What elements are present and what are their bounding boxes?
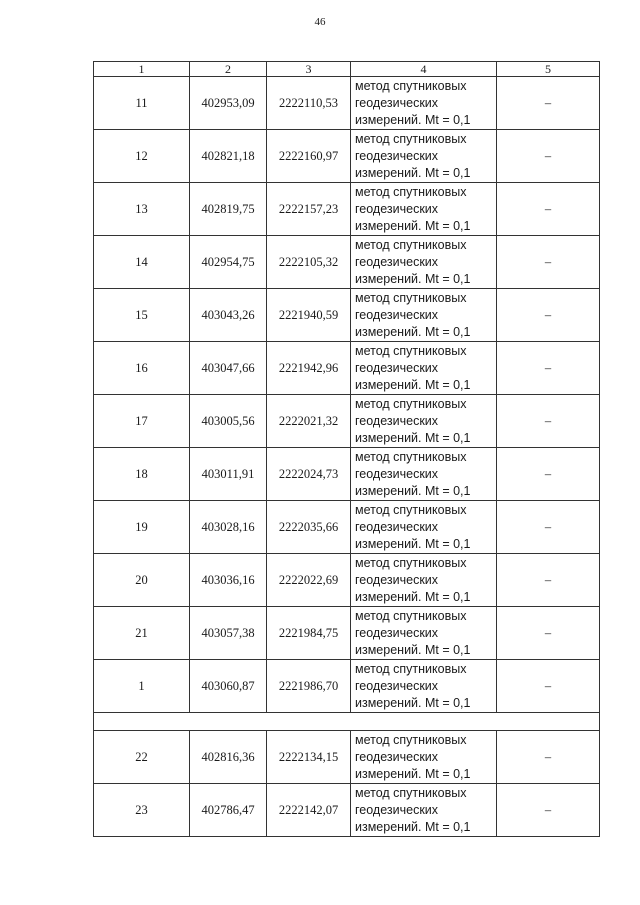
point-number: 19: [94, 501, 190, 554]
method-line: метод спутниковых: [355, 184, 467, 199]
section-separator-row: [94, 713, 600, 731]
coord-x: 403043,26: [190, 289, 267, 342]
note-cell: –: [497, 784, 600, 837]
method-line: геодезических: [355, 519, 439, 534]
method-line: метод спутниковых: [355, 785, 467, 800]
method-line: метод спутниковых: [355, 661, 467, 676]
note-cell: –: [497, 501, 600, 554]
table-row: [94, 660, 600, 713]
method-line: геодезических: [355, 95, 439, 110]
coord-y: 2222024,73: [267, 448, 351, 501]
table-row: [94, 448, 600, 501]
method-line: геодезических: [355, 307, 439, 322]
point-number: 15: [94, 289, 190, 342]
point-number: 17: [94, 395, 190, 448]
point-number: 11: [94, 77, 190, 130]
point-number: 20: [94, 554, 190, 607]
coord-x: 402819,75: [190, 183, 267, 236]
method-line: измерений. Mt = 0,1: [355, 483, 471, 498]
method-line: геодезических: [355, 254, 439, 269]
table-row: [94, 236, 600, 289]
coord-x: 403060,87: [190, 660, 267, 713]
note-cell: –: [497, 554, 600, 607]
table-row: [94, 395, 600, 448]
coord-x: 402954,75: [190, 236, 267, 289]
method-cell: [351, 731, 497, 784]
method-line: метод спутниковых: [355, 502, 467, 517]
column-header: 2: [190, 62, 267, 77]
coord-x: 403057,38: [190, 607, 267, 660]
point-number: 13: [94, 183, 190, 236]
coord-x: 402786,47: [190, 784, 267, 837]
table-row: [94, 289, 600, 342]
method-line: измерений. Mt = 0,1: [355, 165, 471, 180]
method-line: геодезических: [355, 749, 439, 764]
method-cell: [351, 342, 497, 395]
table-row: [94, 501, 600, 554]
table-row: [94, 784, 600, 837]
coord-x: 403005,56: [190, 395, 267, 448]
coord-y: 2222134,15: [267, 731, 351, 784]
method-line: геодезических: [355, 572, 439, 587]
point-number: 22: [94, 731, 190, 784]
page-number: 46: [314, 16, 326, 28]
coord-y: 2221942,96: [267, 342, 351, 395]
coord-x: 403011,91: [190, 448, 267, 501]
note-cell: –: [497, 448, 600, 501]
table-row: [94, 183, 600, 236]
note-cell: –: [497, 130, 600, 183]
coord-y: 2222157,23: [267, 183, 351, 236]
coord-y: 2222142,07: [267, 784, 351, 837]
note-cell: –: [497, 607, 600, 660]
note-cell: –: [497, 395, 600, 448]
method-line: метод спутниковых: [355, 237, 467, 252]
method-line: геодезических: [355, 802, 439, 817]
note-cell: –: [497, 77, 600, 130]
point-number: 23: [94, 784, 190, 837]
note-cell: –: [497, 183, 600, 236]
coord-y: 2221984,75: [267, 607, 351, 660]
table-row: [94, 342, 600, 395]
coord-x: 403028,16: [190, 501, 267, 554]
method-line: измерений. Mt = 0,1: [355, 430, 471, 445]
method-cell: [351, 554, 497, 607]
point-number: 21: [94, 607, 190, 660]
method-line: измерений. Mt = 0,1: [355, 695, 471, 710]
note-cell: –: [497, 289, 600, 342]
method-line: измерений. Mt = 0,1: [355, 766, 471, 781]
method-cell: [351, 77, 497, 130]
coordinates-table: [93, 61, 600, 837]
method-cell: [351, 183, 497, 236]
column-header: 1: [94, 62, 190, 77]
coord-y: 2222022,69: [267, 554, 351, 607]
coord-y: 2222110,53: [267, 77, 351, 130]
method-line: измерений. Mt = 0,1: [355, 324, 471, 339]
coord-y: 2222160,97: [267, 130, 351, 183]
coord-y: 2221940,59: [267, 289, 351, 342]
method-line: метод спутниковых: [355, 343, 467, 358]
method-line: геодезических: [355, 148, 439, 163]
point-number: 14: [94, 236, 190, 289]
method-cell: [351, 236, 497, 289]
point-number: 12: [94, 130, 190, 183]
method-line: метод спутниковых: [355, 396, 467, 411]
column-header: 3: [267, 62, 351, 77]
method-line: геодезических: [355, 201, 439, 216]
point-number: 16: [94, 342, 190, 395]
method-line: измерений. Mt = 0,1: [355, 589, 471, 604]
table-row: [94, 731, 600, 784]
method-cell: [351, 289, 497, 342]
method-line: метод спутниковых: [355, 78, 467, 93]
method-cell: [351, 130, 497, 183]
point-number: 18: [94, 448, 190, 501]
method-line: геодезических: [355, 625, 439, 640]
coord-y: 2222035,66: [267, 501, 351, 554]
method-cell: [351, 448, 497, 501]
method-cell: [351, 660, 497, 713]
method-line: метод спутниковых: [355, 131, 467, 146]
coord-x: 403047,66: [190, 342, 267, 395]
method-line: измерений. Mt = 0,1: [355, 112, 471, 127]
method-line: измерений. Mt = 0,1: [355, 642, 471, 657]
column-header: 4: [351, 62, 497, 77]
method-line: геодезических: [355, 678, 439, 693]
coord-x: 403036,16: [190, 554, 267, 607]
method-line: измерений. Mt = 0,1: [355, 271, 471, 286]
method-line: измерений. Mt = 0,1: [355, 377, 471, 392]
note-cell: –: [497, 660, 600, 713]
table-row: [94, 607, 600, 660]
method-line: метод спутниковых: [355, 449, 467, 464]
method-line: метод спутниковых: [355, 555, 467, 570]
coord-y: 2221986,70: [267, 660, 351, 713]
method-line: измерений. Mt = 0,1: [355, 819, 471, 834]
method-line: геодезических: [355, 360, 439, 375]
method-line: метод спутниковых: [355, 732, 467, 747]
coord-x: 402953,09: [190, 77, 267, 130]
point-number: 1: [94, 660, 190, 713]
table-row: [94, 554, 600, 607]
table-row: [94, 130, 600, 183]
method-line: метод спутниковых: [355, 608, 467, 623]
method-cell: [351, 607, 497, 660]
method-cell: [351, 395, 497, 448]
note-cell: –: [497, 731, 600, 784]
note-cell: –: [497, 236, 600, 289]
coord-y: 2222105,32: [267, 236, 351, 289]
method-cell: [351, 501, 497, 554]
table-row: [94, 77, 600, 130]
note-cell: –: [497, 342, 600, 395]
coord-y: 2222021,32: [267, 395, 351, 448]
method-line: измерений. Mt = 0,1: [355, 218, 471, 233]
method-cell: [351, 784, 497, 837]
method-line: измерений. Mt = 0,1: [355, 536, 471, 551]
coord-x: 402816,36: [190, 731, 267, 784]
coord-x: 402821,18: [190, 130, 267, 183]
column-header: 5: [497, 62, 600, 77]
table-header-row: [94, 62, 600, 77]
method-line: метод спутниковых: [355, 290, 467, 305]
method-line: геодезических: [355, 413, 439, 428]
method-line: геодезических: [355, 466, 439, 481]
